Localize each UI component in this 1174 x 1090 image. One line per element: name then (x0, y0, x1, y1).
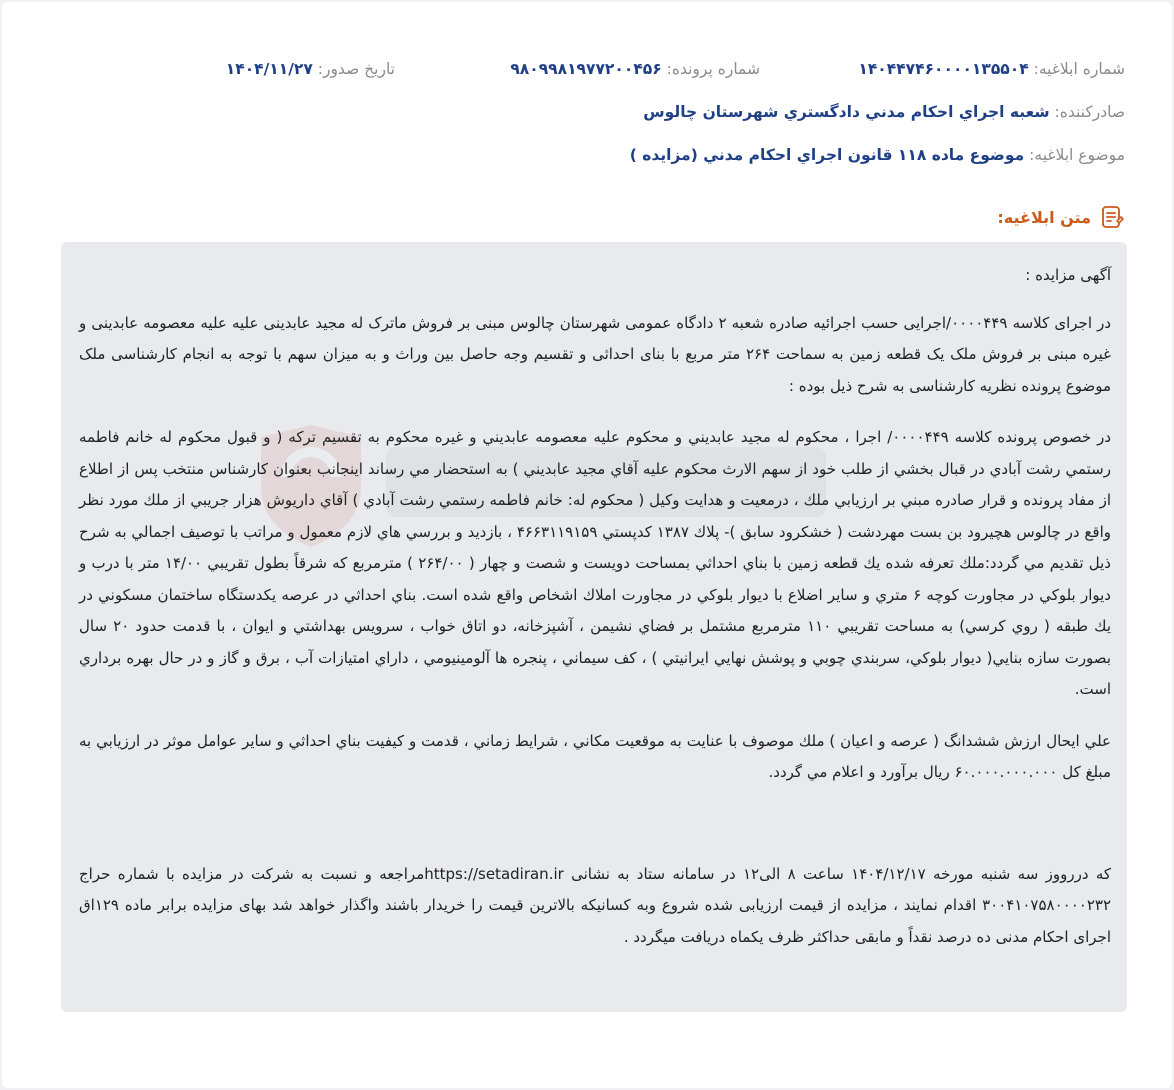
issue-date-field (226, 60, 395, 78)
auction-heading: آگهی مزایده : (1025, 266, 1111, 284)
case-number-label: شماره پرونده: (666, 60, 760, 78)
notice-text (79, 260, 1111, 973)
notice-number-field (858, 60, 1125, 78)
issue-date-label: تاريخ صدور: (317, 60, 395, 78)
paragraph-valuation: علي ايحال ارزش ششدانگ ( عرصه و اعيان ) ملك موصوف با عنايت به موقعيت مكاني ، شرايط زماني ، قدمت و كيفيت بناي احداثي و ساير عوامل موثر در ارزيابي به مبلغ كل ۶۰.۰۰۰.۰۰۰.۰۰۰ ريال برآورد و اعلام مي گردد. (79, 731, 1111, 781)
issuer-row (42, 103, 1125, 121)
case-number-value: ۹۸۰۹۹۸۱۹۷۷۲۰۰۴۵۶ (510, 60, 662, 78)
document-icon (1099, 204, 1125, 230)
subject-row (42, 146, 1125, 164)
case-number-field (510, 60, 760, 78)
issuer-value: شعبه اجراي احكام مدني دادگستري شهرستان چالوس (643, 103, 1050, 121)
subject-label: موضوع ابلاغيه: (1029, 146, 1125, 164)
issuer-label: صادركننده: (1054, 103, 1125, 121)
paragraph-expert-report: در خصوص پرونده كلاسه ۰۰۰۰۴۴۹/ اجرا ، محكوم له مجيد عابديني و محكوم عليه معصومه عابديني و غيره محكوم به تقسيم تركه ( و قبول محكوم له خانم فاطمه رستمي رشت آبادي در قبال بخشي از طلب خود از سهم الارث محكوم عليه آقاي مجيد عابديني ) به استحضار مي رساند اينجانب بعنوان كارشناس منتخب پس از اطلاع از مفاد پرونده و قرار صادره مبني بر ارزيابي ملك ، درمعيت و هدايت وكيل ( محكوم له: خانم فاطمه رستمي رشت آبادي ) آقاي داريوش هزار جريبي از ملك مورد نظر واقع در چالوس هچيرود بن بست مهردشت ( خشكرود سابق )- پلاك ۱۳۸۷ كدپستي ۴۶۶۳۱۱۹۱۵۹ ، بازديد و بررسي هاي لازم معمول و مراتب با توصيف اجمالي به شرح ذيل تقديم مي گردد:ملك تعرفه شده يك قطعه زمين با بناي احداثي بمساحت دويست و شصت و چهار ( ۲۶۴/۰۰ ) مترمربع كه شرقاً بطول تقريبي ۱۴/۰۰ متر با درب و ديوار بلوكي در مجاورت كوچه ۶ متري و ساير اضلاع با ديوار بلوكي در مجاورت املاك اشخاص واقع شده است. بناي احداثي در عرصه يكدستگاه ساختمان مسكوني در يك طبقه ( روي كرسي) به مساحت تقريبي ۱۱۰ مترمربع مشتمل بر فضاي نشيمن ، آشپزخانه، دو اتاق خواب ، سرويس بهداشتي و ايوان ، با قدمت حدود ۲۰ سال بصورت سازه بنايي( ديوار بلوكي، سربندي چوبي و پوشش نهايي ايرانيتي ) ، كف سيماني ، پنجره ها آلومينيومي ، داراي امتيازات آب ، برق و گاز و در حال بهره برداري است. (79, 428, 1112, 698)
notice-content-box (61, 242, 1127, 1012)
issue-date-value: ۱۴۰۴/۱۱/۲۷ (225, 60, 313, 78)
paragraph-intro: در اجرای کلاسه ۰۰۰۰۴۴۹/اجرایی حسب اجرائیه صادره شعبه ۲ دادگاه عمومی شهرستان چالوس مبنی بر فروش ماترک له مجید عابدینی علیه علیه معصومه عابدینی و غیره مبنی بر فروش ملک یک قطعه زمین به سماحت ۲۶۴ متر مربع با بنای احداثی و تقسیم وجه حاصل بین وراث و به میزان سهم با توجه به انجام کارشناسی ملک موضوع پرونده نظریه کارشناسی به شرح ذیل بوده : (79, 313, 1112, 395)
paragraph-auction-details: كه دررووز سه شنبه مورخه ۱۴۰۴/۱۲/۱۷ ساعت ۸ الی۱۲ در سامانه ستاد به نشانی https://setadiran.irمراجعه و نسبت به شرکت در مزایده با شماره حراج ۳۰۰۴۱۰۷۵۸۰۰۰۰۲۳۲ اقدام نمایند ، مزایده از قیمت ارزیابی شده شروع وبه کسانیکه بالاترین قیمت را خریدار باشند واگذار خواهد شد بهای مزایده برابر ماده ۱۲۹اق اجرای احکام مدنی ده درصد نقداً و مابقی حداکثر ظرف یکماه دریافت میگردد . (79, 864, 1111, 946)
meta-row-numbers (42, 60, 1125, 84)
notice-number-label: شماره ابلاغيه: (1033, 60, 1125, 78)
section-header (997, 202, 1125, 232)
notice-number-value: ۱۴۰۴۴۷۴۶۰۰۰۰۱۳۵۵۰۴ (858, 60, 1029, 78)
subject-value: موضوع ماده ۱۱۸ قانون اجراي احكام مدني (مزايده ) (629, 146, 1025, 164)
section-title: متن ابلاغيه: (997, 207, 1091, 227)
notice-card (2, 2, 1172, 1088)
